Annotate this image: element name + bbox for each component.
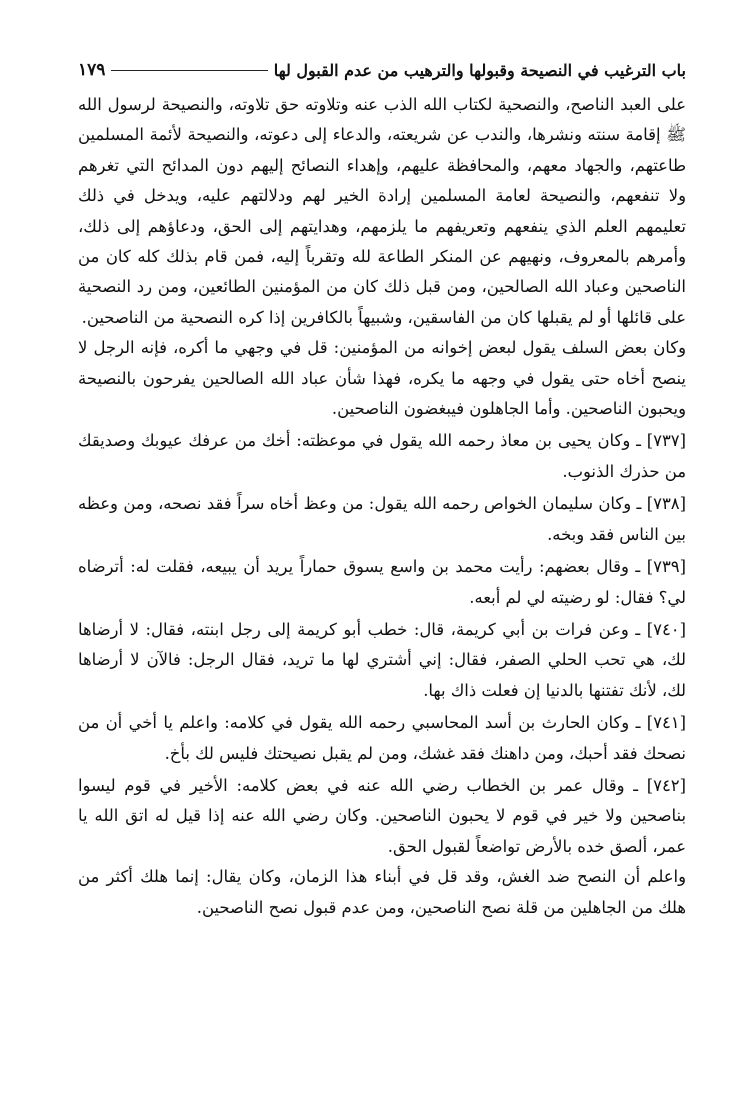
header-rule [111, 70, 267, 71]
chapter-title: باب الترغيب في النصيحة وقبولها والترهيب من عدم القبول لها [273, 60, 686, 80]
paragraph-intro-continued: على العبد الناصح، والنصحية لكتاب الله الذب عنه وتلاوته حق تلاوته، والنصيحة لرسول الله ﷺ إقامة سنته ونشرها، والندب عن شريعته، والدعاء إلى دعوته، والنصيحة لأئمة المسلمين طاعتهم، والجهاد معهم، والمحافظة عليهم، وإهداء النصائح إليهم دون المدائح التي تغرهم ولا تنفعهم، والنصيحة لعامة المسلمين إرادة الخير لهم ودلالتهم عليه، ويدخل في ذلك تعليمهم العلم الذي ينفعهم وتعريفهم ما يلزمهم، وهدايتهم إلى الحق، ودعاؤهم إلى ذلك، وأمرهم بالمعروف، ونهيهم عن المنكر الطاعة لله وتقرباً إليه، فمن قام بذلك كله كان من الناصحين وعباد الله الصالحين، ومن قبل ذلك كان من المؤمنين الطائعين، ومن رد النصحية على قائلها أو لم يقبلها كان من الفاسقين، وشبيهاً بالكافرين إذا كره النصحية من الناصحين. [78, 95, 686, 327]
paragraph-738: [٧٣٨] ـ وكان سليمان الخواص رحمه الله يقول: من وعظ أخاه سراً فقد نصحه، ومن وعظه بين الناس فقد وبخه. [78, 494, 686, 544]
paragraph-737: [٧٣٧] ـ وكان يحيى بن معاذ رحمه الله يقول في موعظته: أخك من عرفك عيوبك وصديقك من حذرك الذنوب. [78, 431, 686, 481]
page-number: ١٧٩ [78, 60, 106, 80]
paragraph-closing: واعلم أن النصح ضد الغش، وقد قل في أبناء هذا الزمان، وكان يقال: إنما هلك أكثر من هلك من الجاهلين من قلة نصح الناصحين، ومن عدم قبول نصح الناصحين. [78, 867, 686, 917]
running-header [78, 50, 686, 90]
paragraph-742: [٧٤٢] ـ وقال عمر بن الخطاب رضي الله عنه في بعض كلامه: الأخير في قوم ليسوا بناصحين ولا خير في قوم لا يحبون الناصحين. وكان رضي الله عنه إذا قيل له اتق الله يا عمر، ألصق خده بالأرض تواضعاً لقبول الحق. [78, 775, 686, 856]
paragraph-739: [٧٣٩] ـ وقال بعضهم: رأيت محمد بن واسع يسوق حماراً يريد أن يبيعه، فقلت له: أترضاه لي؟ فقال: لو رضيته لي لم أبعه. [78, 557, 686, 607]
paragraph-741: [٧٤١] ـ وكان الحارث بن أسد المحاسبي رحمه الله يقول في كلامه: واعلم يا أخي أن من نصحك فقد أحبك، ومن داهنك فقد غشك، ومن لم يقبل نصيحتك فليس لك بأخ. [78, 713, 686, 763]
page-body [78, 90, 686, 923]
paragraph-salaf-saying: وكان بعض السلف يقول لبعض إخوانه من المؤمنين: قل في وجهي ما أكره، فإنه الرجل لا ينصح أخاه حتى يقول في وجهه ما يكره، فهذا شأن عباد الله الصالحين يفرحون بالنصيحة ويحبون الناصحين. وأما الجاهلون فيبغضون الناصحين. [78, 338, 686, 419]
paragraph-740: [٧٤٠] ـ وعن فرات بن أبي كريمة، قال: خطب أبو كريمة إلى رجل ابنته، فقال: لا أرضاها لك، هي تحب الحلي الصفر، فقال: إني أشتري لها ما تريد، فقال الرجل: فالآن لا أرضاها لك، لأنك تفتنها بالدنيا إن فعلت ذاك بها. [78, 619, 686, 700]
